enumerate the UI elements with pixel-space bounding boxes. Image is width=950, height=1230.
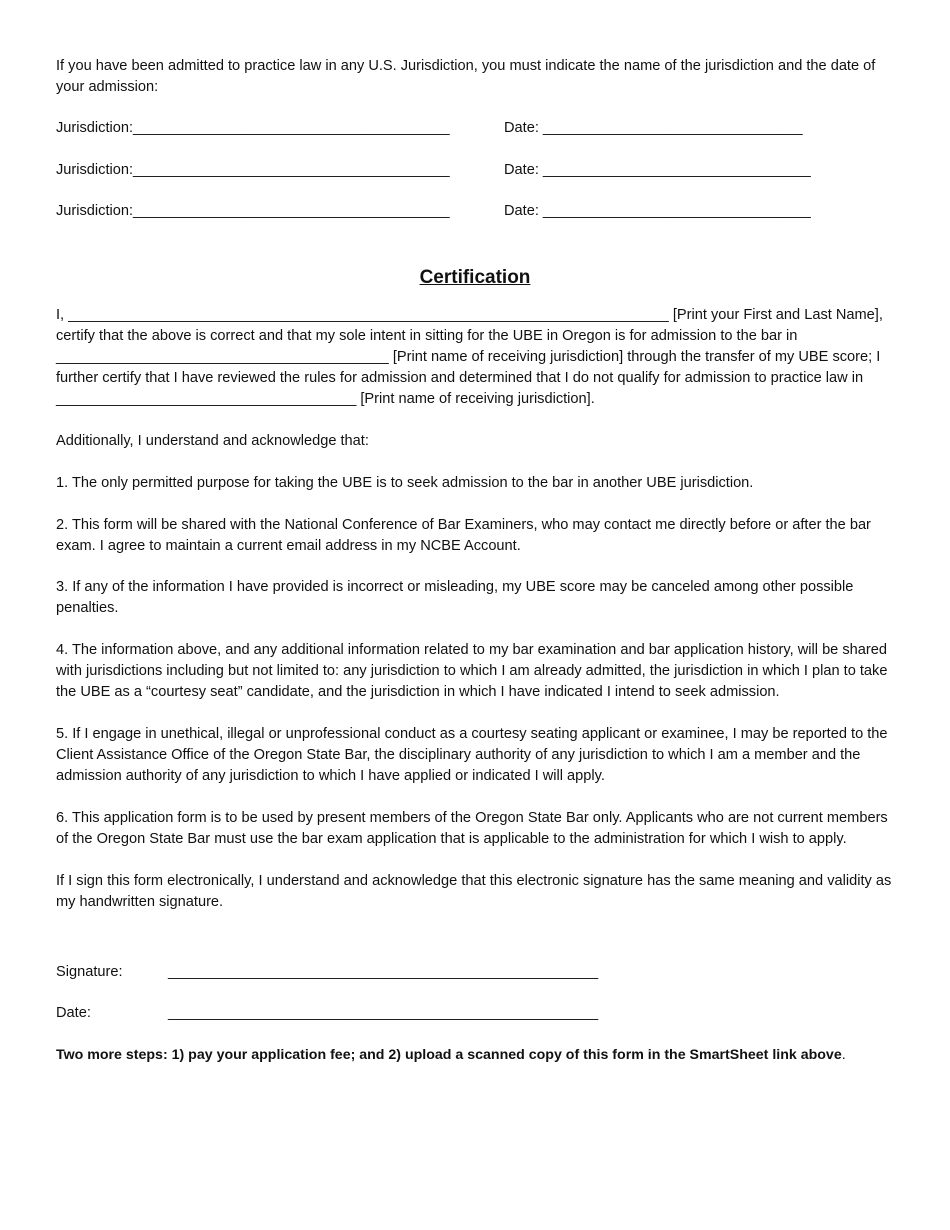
- next-steps-period: .: [841, 1047, 846, 1064]
- jurisdiction-field[interactable]: Jurisdiction:_______________________________________: [56, 161, 450, 178]
- jurisdiction-field[interactable]: Jurisdiction:_______________________________________: [56, 203, 450, 220]
- acknowledgement-item: 6. This application form is to be used by present members of the Oregon State Bar only. Applicants who are not current members of the Oregon State Bar must use the bar exam application that is applicable to the administration for which I wish to apply.: [56, 809, 888, 847]
- jurisdiction-row: [56, 118, 894, 139]
- next-steps-text: Two more steps: 1) pay your application fee; and 2) upload a scanned copy of this form in the SmartSheet link above: [56, 1047, 842, 1064]
- signature-block: [56, 962, 894, 1025]
- next-steps-note: [56, 1045, 894, 1066]
- form-page: [56, 56, 894, 1066]
- signature-date-label: Date:: [56, 1005, 91, 1022]
- jurisdiction-field[interactable]: Jurisdiction:_______________________________________: [56, 120, 450, 136]
- date-field[interactable]: Date: _________________________________: [504, 203, 811, 220]
- certification-statement: I, __________________________________________________________________________ [Print your First and Last Name], certify that the above is correct and that my sole intent in sitting for the UBE in Oregon is for admission to the bar in _________________________________________ [Print name of receiving jurisdiction] through the transfer of my UBE score; I further certify that I have reviewed the rules for admission and determined that I do not qualify for admission to practice law in _____________________________________ [Print name of receiving jurisdiction].: [56, 307, 883, 408]
- acknowledgement-item: 4. The information above, and any additional information related to my bar examination and bar application history, will be shared with jurisdictions including but not limited to: any jurisdiction to which I am already admitted, the jurisdiction in which I plan to take the UBE as a “courtesy seat” candidate, and the jurisdiction in which I have indicated I intend to seek admission.: [56, 642, 888, 701]
- electronic-signature-notice: If I sign this form electronically, I understand and acknowledge that this electronic signature has the same meaning and validity as my handwritten signature.: [56, 872, 892, 910]
- signature-date-row: [56, 1003, 894, 1024]
- date-field[interactable]: Date: _________________________________: [504, 161, 811, 178]
- acknowledgement-item: 5. If I engage in unethical, illegal or unprofessional conduct as a courtesy seating applicant or examinee, I may be reported to the Client Assistance Office of the Oregon State Bar, the disciplinary authority of any jurisdiction to which I am a member and the admission authority of any jurisdiction to which I have applied or indicated I will apply.: [56, 725, 888, 784]
- acknowledgement-item: 2. This form will be shared with the National Conference of Bar Examiners, who may contact me directly before or after the bar exam. I agree to maintain a current email address in my NCBE Account.: [56, 516, 871, 554]
- date-field[interactable]: Date: ________________________________: [504, 120, 803, 136]
- signature-row: [56, 962, 894, 983]
- jurisdiction-row: [56, 201, 894, 222]
- signature-date-field[interactable]: _____________________________________________________: [168, 1005, 599, 1022]
- acknowledgement-item: 3. If any of the information I have provided is incorrect or misleading, my UBE score may be canceled among other possible penalties.: [56, 579, 854, 617]
- acknowledgement-item: 1. The only permitted purpose for taking the UBE is to seek admission to the bar in another UBE jurisdiction.: [56, 474, 754, 491]
- signature-label: Signature:: [56, 963, 123, 980]
- acknowledge-intro: Additionally, I understand and acknowledge that:: [56, 432, 369, 449]
- intro-text: If you have been admitted to practice law in any U.S. Jurisdiction, you must indicate the name of the jurisdiction and the date of your admission:: [56, 58, 876, 95]
- certification-heading: Certification: [419, 267, 531, 289]
- jurisdiction-row: [56, 160, 894, 181]
- signature-field[interactable]: _____________________________________________________: [168, 963, 599, 980]
